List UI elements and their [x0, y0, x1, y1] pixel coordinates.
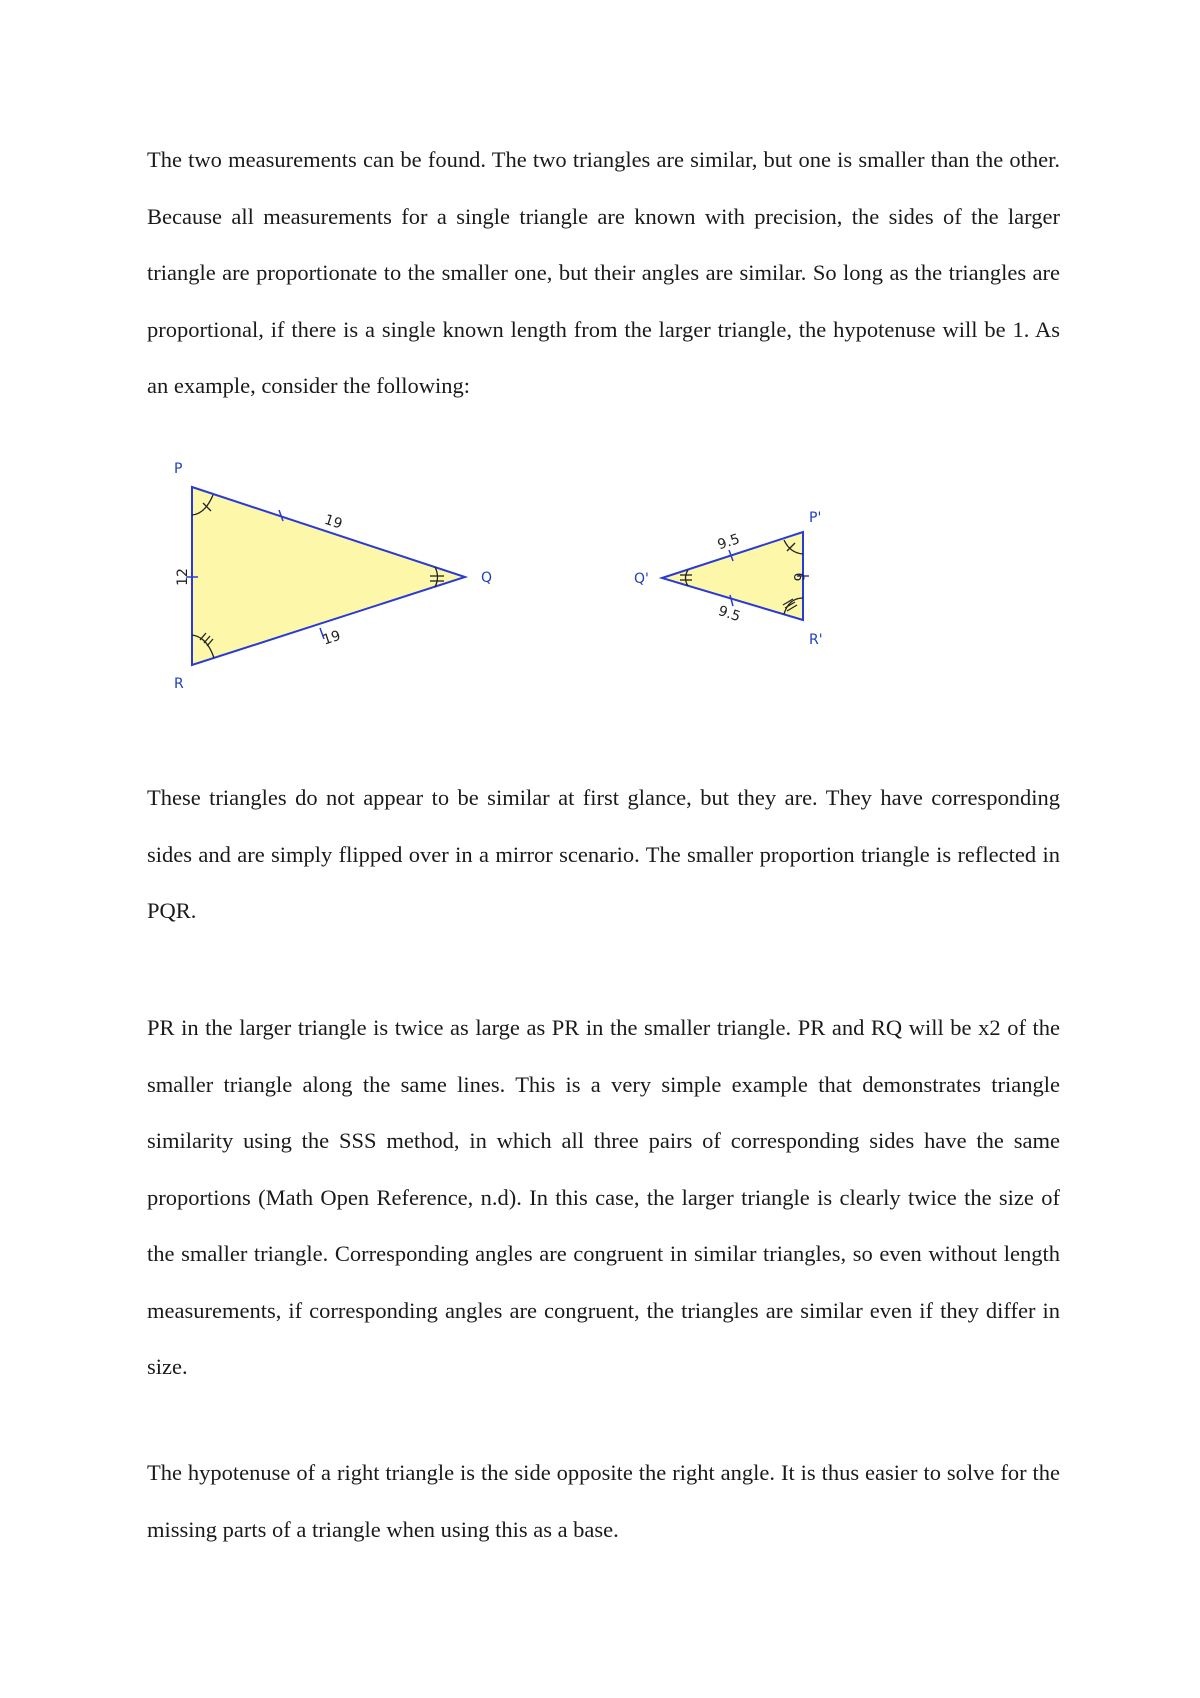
side-label-rq-prime: 9.5	[716, 603, 743, 626]
similar-triangles-figure	[0, 430, 1200, 710]
paragraph-hypotenuse: The hypotenuse of a right triangle is the side opposite the right angle. It is thus easier to solve for the missing parts of a triangle when using this as a base.	[147, 1460, 1060, 1542]
side-label-rq: 19	[320, 627, 343, 649]
side-label-pr: 12	[175, 568, 191, 586]
vertex-label-p: P	[174, 461, 183, 477]
vertex-label-q: Q	[481, 570, 493, 586]
vertex-label-r: R	[174, 676, 184, 692]
vertex-label-p-prime: P'	[809, 510, 822, 526]
side-label-pq-prime: 9.5	[715, 531, 742, 554]
vertex-label-r-prime: R'	[809, 632, 823, 648]
side-label-pr-prime: 6	[790, 572, 806, 582]
small-triangle-pqr-prime	[634, 510, 823, 648]
paragraph-sss-explanation: PR in the larger triangle is twice as large as PR in the smaller triangle. PR and RQ will be x2 of the smaller triangle along the same lines. This is a very simple example that demonstrates triangle similarity using the SSS method, in which all three pairs of corresponding sides have the same proportions (Math Open Reference, n.d). In this case, the larger triangle is clearly twice the size of the smaller triangle. Corresponding angles are congruent in similar triangles, so even without length measurements, if corresponding angles are congruent, the triangles are similar even if they differ in size.	[147, 1015, 1060, 1379]
paragraph-similarity-note: These triangles do not appear to be similar at first glance, but they are. They have corresponding sides and are simply flipped over in a mirror scenario. The smaller proportion triangle is reflected in PQR.	[147, 785, 1060, 923]
paragraph-intro: The two measurements can be found. The two triangles are similar, but one is smaller than the other. Because all measurements for a single triangle are known with precision, the sides of the larger triangle are proportionate to the smaller one, but their angles are similar. So long as the triangles are proportional, if there is a single known length from the larger triangle, the hypotenuse will be 1. As an example, consider the following:	[147, 147, 1060, 398]
large-triangle-pqr	[174, 461, 492, 692]
side-label-pq: 19	[322, 511, 345, 533]
vertex-label-q-prime: Q'	[634, 571, 649, 587]
